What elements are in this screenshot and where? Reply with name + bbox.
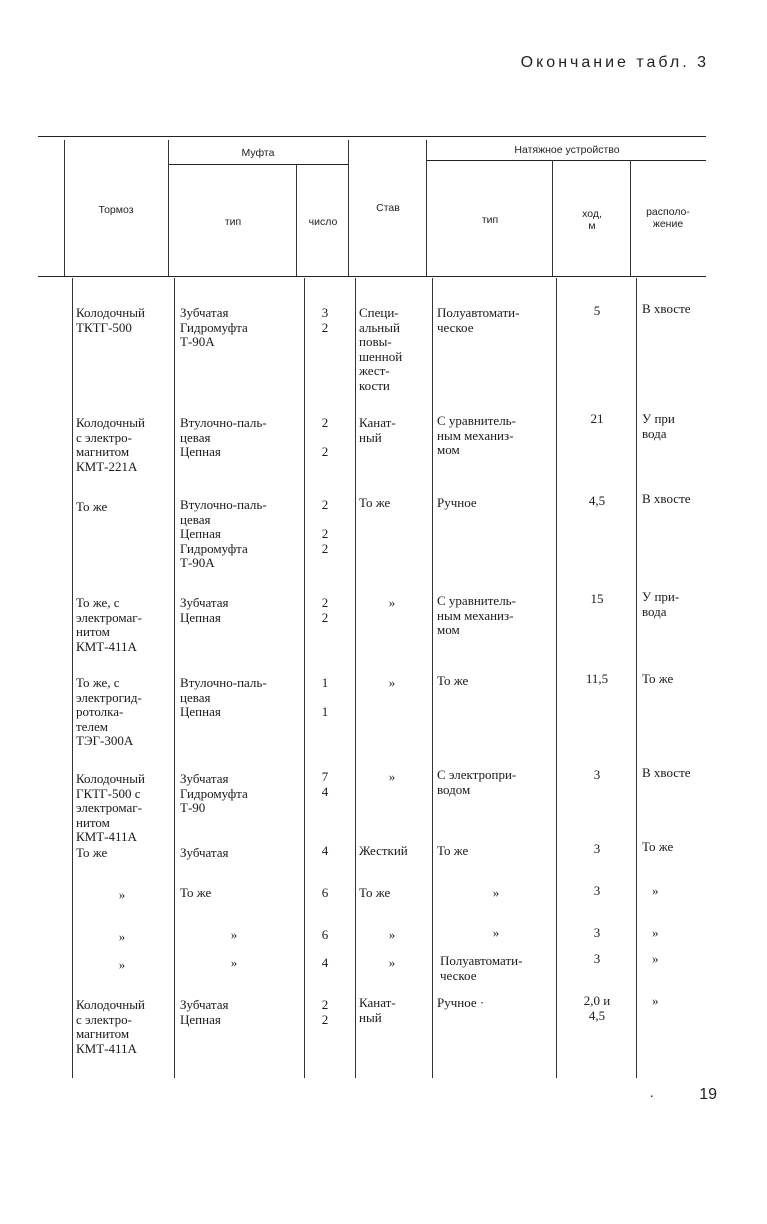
col-rule-1 [64, 140, 65, 276]
header-top-rule [38, 136, 706, 137]
row-9-stroke: 3 [593, 925, 601, 940]
row-6-location: В хвосте [642, 765, 691, 780]
body-rule-1 [72, 278, 73, 1078]
row-10-stav: » [388, 955, 396, 970]
row-7-stroke: 3 [593, 841, 601, 856]
row-5-coupling-type: Втулочно-паль- цевая Цепная [180, 675, 267, 719]
body-rule-4 [355, 278, 356, 1078]
row-1-brake: Колодочный ТКТГ-500 [76, 305, 145, 335]
row-5-tension-type: То же [437, 673, 469, 688]
body-rule-5 [432, 278, 433, 1078]
header-tension: Натяжное устройство [514, 144, 620, 156]
coupling-subrule [168, 164, 348, 165]
row-4-brake: То же, с электромаг- нитом КМТ-411А [76, 595, 142, 654]
row-5-coupling-count: 1 1 [321, 675, 329, 719]
row-6-coupling-count: 7 4 [321, 769, 329, 799]
header-stav: Став [376, 202, 400, 214]
row-2-location: У при вода [642, 411, 675, 441]
row-2-coupling-type: Втулочно-паль- цевая Цепная [180, 415, 267, 459]
body-rule-2 [174, 278, 175, 1078]
row-1-tension-type: Полуавтомати- ческое [437, 305, 520, 335]
row-3-location: В хвосте [642, 491, 691, 506]
row-6-stroke: 3 [593, 767, 601, 782]
row-8-brake: » [118, 887, 126, 902]
row-1-coupling-type: Зубчатая Гидромуфта Т-90А [180, 305, 248, 349]
header-tension-location: располо- жение [646, 206, 690, 230]
header-bottom-rule [38, 276, 706, 277]
row-8-tension-type: » [492, 885, 500, 900]
row-11-stav: Канат- ный [359, 995, 396, 1025]
row-2-coupling-count: 2 2 [321, 415, 329, 459]
row-7-coupling-count: 4 [321, 843, 329, 858]
col-rule-2 [168, 140, 169, 276]
row-5-location: То же [642, 671, 674, 686]
page-dot: . [650, 1086, 654, 1101]
row-9-stav: » [388, 927, 396, 942]
row-8-coupling-type: То же [180, 885, 212, 900]
tension-subrule [426, 160, 706, 161]
row-8-location: » [652, 883, 659, 898]
row-6-coupling-type: Зубчатая Гидромуфта Т-90 [180, 771, 248, 815]
row-1-stav: Специ- альный повы- шенной жест- кости [359, 305, 403, 393]
row-10-stroke: 3 [593, 951, 601, 966]
row-11-coupling-type: Зубчатая Цепная [180, 997, 229, 1027]
row-8-stroke: 3 [593, 883, 601, 898]
row-1-coupling-count: 3 2 [321, 305, 329, 335]
row-7-coupling-type: Зубчатая [180, 845, 229, 860]
row-3-brake: То же [76, 499, 108, 514]
header-tension-type: тип [481, 214, 499, 226]
row-2-stav: Канат- ный [359, 415, 396, 445]
row-3-coupling-count: 2 2 2 [321, 497, 329, 556]
row-11-location: » [652, 993, 659, 1008]
row-11-brake: Колодочный с электро- магнитом КМТ-411А [76, 997, 145, 1056]
row-4-tension-type: С уравнитель- ным механиз- мом [437, 593, 516, 637]
row-6-stav: » [388, 769, 396, 784]
row-9-coupling-type: » [230, 927, 238, 942]
header-tension-stroke: ход, м [582, 208, 602, 232]
table-caption: Окончание табл. 3 [520, 54, 709, 71]
row-4-stav: » [388, 595, 396, 610]
row-1-stroke: 5 [593, 303, 601, 318]
row-11-coupling-count: 2 2 [321, 997, 329, 1027]
row-10-coupling-count: 4 [321, 955, 329, 970]
header-coupling-count: число [308, 216, 338, 228]
row-7-brake: То же [76, 845, 108, 860]
header-coupling-type: тип [224, 216, 242, 228]
col-rule-6 [552, 160, 553, 276]
row-4-location: У при- вода [642, 589, 680, 619]
row-1-location: В хвосте [642, 301, 691, 316]
row-10-tension-type: Полуавтомати- ческое [440, 953, 523, 983]
row-5-stroke: 11,5 [585, 671, 609, 686]
row-6-brake: Колодочный ГКТГ-500 с электромаг- нитом КМТ-411А [76, 771, 145, 844]
row-2-brake: Колодочный с электро- магнитом КМТ-221А [76, 415, 145, 474]
row-9-coupling-count: 6 [321, 927, 329, 942]
row-2-stroke: 21 [590, 411, 604, 426]
row-3-coupling-type: Втулочно-паль- цевая Цепная Гидромуфта Т-90А [180, 497, 267, 570]
row-9-location: » [652, 925, 659, 940]
row-8-stav: То же [359, 885, 391, 900]
col-rule-3 [296, 164, 297, 276]
row-10-brake: » [118, 957, 126, 972]
page-number: 19 [699, 1086, 717, 1103]
col-rule-7 [630, 160, 631, 276]
row-9-brake: » [118, 929, 126, 944]
row-7-tension-type: То же [437, 843, 469, 858]
row-11-stroke: 2,0 и 4,5 [583, 993, 611, 1023]
row-5-stav: » [388, 675, 396, 690]
header-brake: Тормоз [98, 204, 134, 216]
header-coupling: Муфта [241, 147, 275, 159]
col-rule-4 [348, 140, 349, 276]
row-5-brake: То же, с электрогид- ротолка- телем ТЭГ-300А [76, 675, 142, 748]
row-8-coupling-count: 6 [321, 885, 329, 900]
row-4-stroke: 15 [590, 591, 604, 606]
row-11-tension-type: Ручное · [437, 995, 485, 1010]
row-9-tension-type: » [492, 925, 500, 940]
table-header [0, 0, 767, 290]
row-10-location: » [652, 951, 659, 966]
col-rule-5 [426, 140, 427, 276]
row-4-coupling-type: Зубчатая Цепная [180, 595, 229, 625]
row-7-stav: Жесткий [359, 843, 408, 858]
row-4-coupling-count: 2 2 [321, 595, 329, 625]
row-3-stroke: 4,5 [588, 493, 606, 508]
row-2-tension-type: С уравнитель- ным механиз- мом [437, 413, 516, 457]
row-3-tension-type: Ручное [437, 495, 477, 510]
row-6-tension-type: С электропри- водом [437, 767, 517, 797]
body-rule-7 [636, 278, 637, 1078]
row-3-stav: То же [359, 495, 391, 510]
row-7-location: То же [642, 839, 674, 854]
row-10-coupling-type: » [230, 955, 238, 970]
